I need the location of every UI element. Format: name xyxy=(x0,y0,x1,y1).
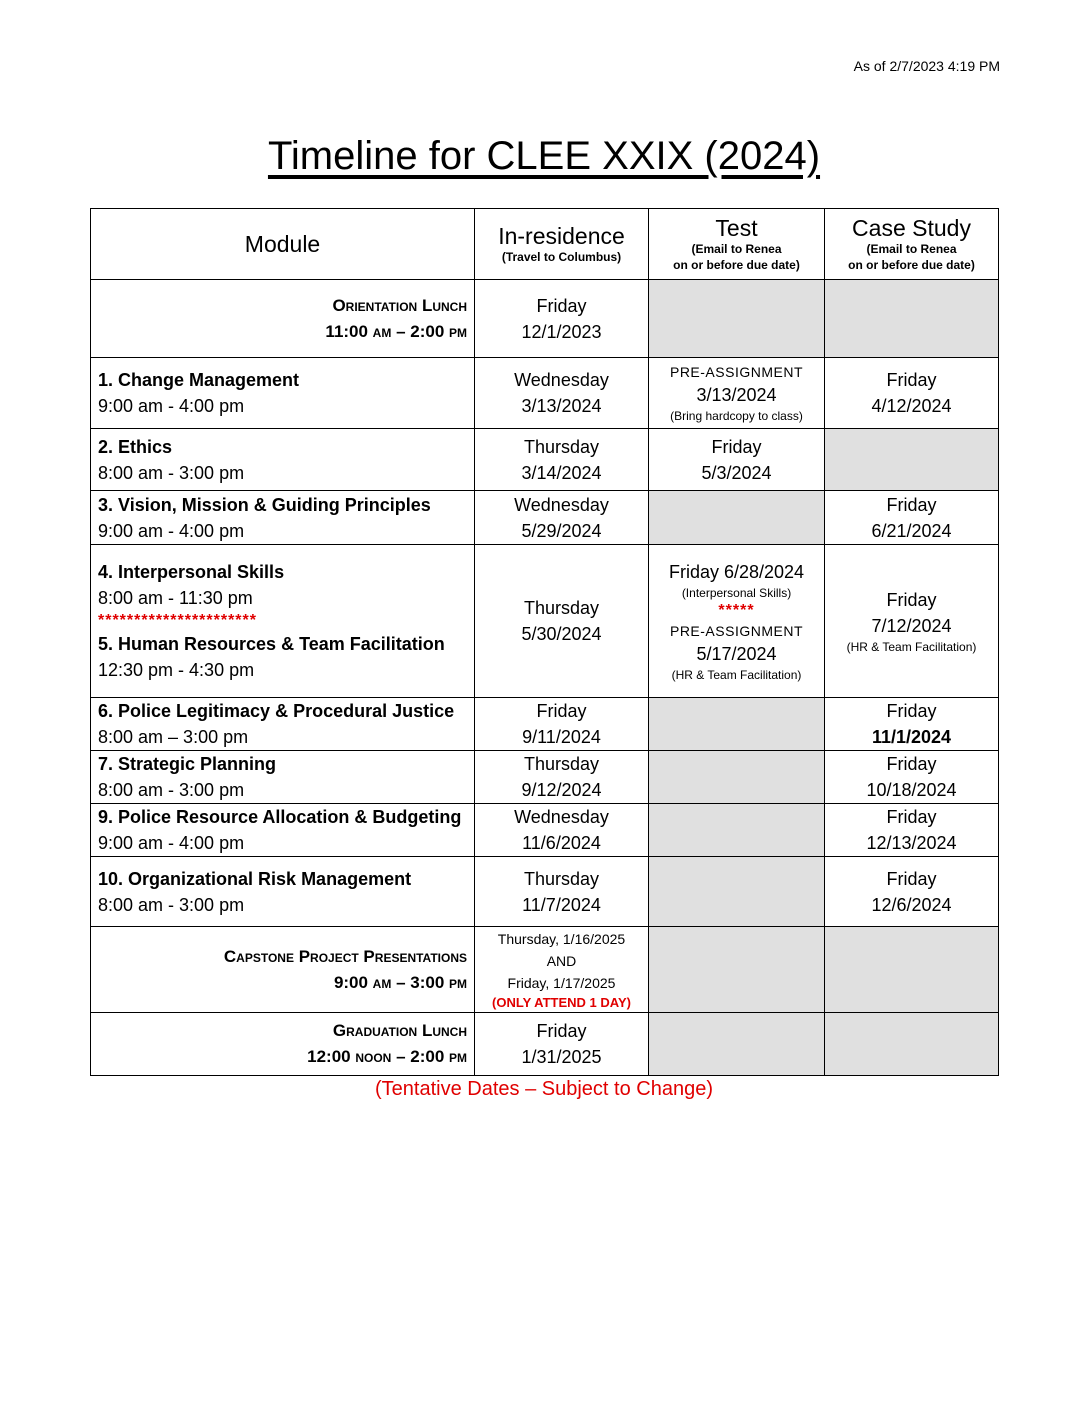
module-cell: 4. Interpersonal Skills 8:00 am - 11:30 pm ********************** 5. Human Resources & Team Facilitation 12:30 pm - 4:30 pm xyxy=(91,545,475,698)
capstone-cell: Capstone Project Presentations 9:00 am – 3:00 pm xyxy=(91,927,475,1013)
in-residence-cell: Thursday, 1/16/2025 AND Friday, 1/17/2025 (ONLY ATTEND 1 DAY) xyxy=(475,927,649,1013)
graduation-cell: Graduation Lunch 12:00 noon – 2:00 pm xyxy=(91,1013,475,1076)
in-residence-cell: Friday 12/1/2023 xyxy=(475,280,649,358)
table-row xyxy=(91,491,999,545)
in-residence-cell: Wednesday 3/13/2024 xyxy=(475,358,649,429)
separator-stars: ********************** xyxy=(98,612,257,629)
tentative-note: (Tentative Dates – Subject to Change) xyxy=(375,1078,713,1100)
case-study-cell: Friday 6/21/2024 xyxy=(825,491,999,545)
empty-test-cell xyxy=(649,698,825,751)
as-of-timestamp: As of 2/7/2023 4:19 PM xyxy=(853,58,1000,74)
table-row xyxy=(91,751,999,804)
case-study-cell: Friday 11/1/2024 xyxy=(825,698,999,751)
table-row xyxy=(91,804,999,857)
case-study-cell: Friday 7/12/2024 (HR & Team Facilitation) xyxy=(825,545,999,698)
case-study-cell: Friday 10/18/2024 xyxy=(825,751,999,804)
module-cell: 7. Strategic Planning 8:00 am - 3:00 pm xyxy=(91,751,475,804)
table-row xyxy=(91,857,999,927)
in-residence-cell: Thursday 5/30/2024 xyxy=(475,545,649,698)
table-row xyxy=(91,698,999,751)
header-row xyxy=(91,209,999,280)
table-row xyxy=(91,927,999,1013)
table-row xyxy=(91,280,999,358)
empty-test-cell xyxy=(649,280,825,358)
case-study-cell: Friday 12/6/2024 xyxy=(825,857,999,927)
test-cell: PRE-ASSIGNMENT 3/13/2024 (Bring hardcopy to class) xyxy=(649,358,825,429)
test-cell: Friday 6/28/2024 (Interpersonal Skills) ***** PRE-ASSIGNMENT 5/17/2024 (HR & Team Facilitation) xyxy=(649,545,825,698)
case-study-cell: Friday 12/13/2024 xyxy=(825,804,999,857)
in-residence-cell: Thursday 9/12/2024 xyxy=(475,751,649,804)
in-residence-cell: Friday 9/11/2024 xyxy=(475,698,649,751)
header-case-study: Case Study (Email to Renea on or before due date) xyxy=(825,209,999,280)
empty-test-cell xyxy=(649,857,825,927)
empty-test-cell xyxy=(649,1013,825,1076)
case-study-cell: Friday 4/12/2024 xyxy=(825,358,999,429)
empty-case-cell xyxy=(825,280,999,358)
test-cell: Friday 5/3/2024 xyxy=(649,429,825,491)
module-cell: 3. Vision, Mission & Guiding Principles 9:00 am - 4:00 pm xyxy=(91,491,475,545)
module-cell: 2. Ethics 8:00 am - 3:00 pm xyxy=(91,429,475,491)
empty-test-cell xyxy=(649,491,825,545)
in-residence-cell: Wednesday 5/29/2024 xyxy=(475,491,649,545)
in-residence-cell: Thursday 11/7/2024 xyxy=(475,857,649,927)
empty-test-cell xyxy=(649,927,825,1013)
header-module: Module xyxy=(91,209,475,280)
empty-case-cell xyxy=(825,1013,999,1076)
attend-note: (ONLY ATTEND 1 DAY) xyxy=(492,994,631,1010)
module-cell: 10. Organizational Risk Management 8:00 am - 3:00 pm xyxy=(91,857,475,927)
table-row xyxy=(91,1013,999,1076)
header-in-residence: In-residence (Travel to Columbus) xyxy=(475,209,649,280)
table-row xyxy=(91,545,999,698)
in-residence-cell: Wednesday 11/6/2024 xyxy=(475,804,649,857)
in-residence-cell: Friday 1/31/2025 xyxy=(475,1013,649,1076)
module-cell: 6. Police Legitimacy & Procedural Justice 8:00 am – 3:00 pm xyxy=(91,698,475,751)
module-cell: 9. Police Resource Allocation & Budgeting 9:00 am - 4:00 pm xyxy=(91,804,475,857)
module-cell: 1. Change Management 9:00 am - 4:00 pm xyxy=(91,358,475,429)
empty-case-cell xyxy=(825,429,999,491)
empty-test-cell xyxy=(649,804,825,857)
timeline-table xyxy=(90,208,999,1076)
orientation-cell: Orientation Lunch 11:00 am – 2:00 pm xyxy=(91,280,475,358)
in-residence-cell: Thursday 3/14/2024 xyxy=(475,429,649,491)
empty-test-cell xyxy=(649,751,825,804)
header-test: Test (Email to Renea on or before due date) xyxy=(649,209,825,280)
table-row xyxy=(91,429,999,491)
page-title: Timeline for CLEE XXIX (2024) xyxy=(267,134,821,178)
empty-case-cell xyxy=(825,927,999,1013)
table-row xyxy=(91,358,999,429)
